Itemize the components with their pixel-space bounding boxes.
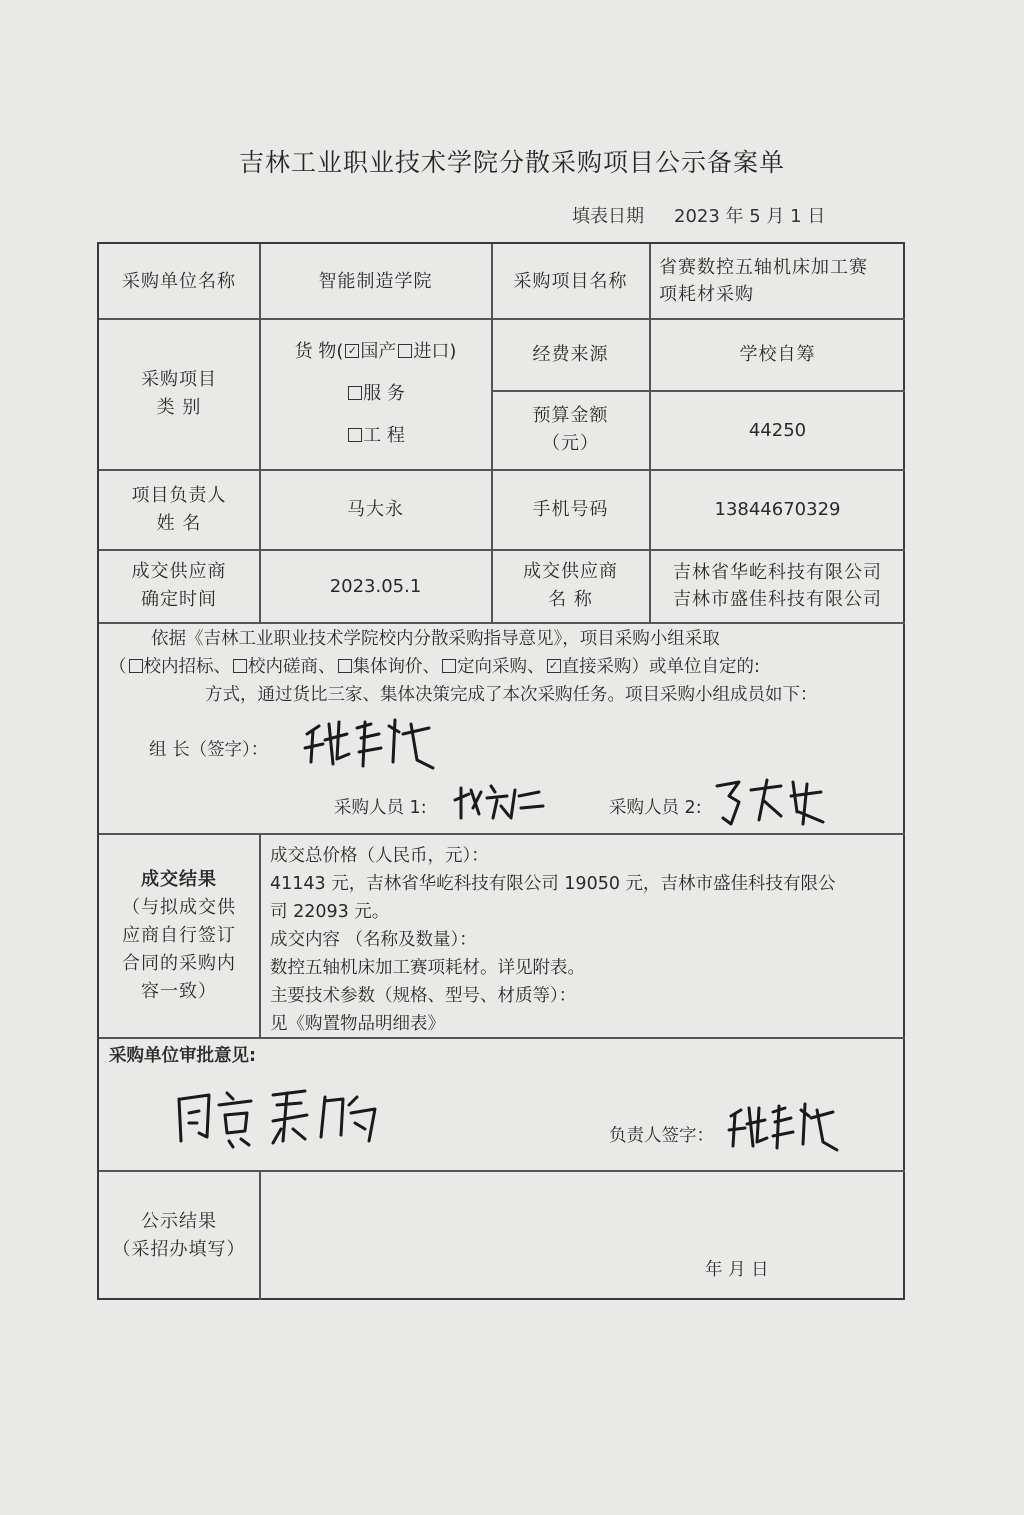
phone-label: 手机号码 — [532, 499, 609, 520]
engineering-checkbox[interactable] — [348, 428, 362, 442]
funding-value: 学校自筹 — [739, 344, 816, 365]
result-line: 司 22093 元。 — [270, 902, 390, 922]
goods-option: 货 物( ✓ 国产 进口) — [294, 341, 457, 362]
supplier-time-value: 2023.05.1 — [329, 575, 422, 597]
buyer1-signature — [449, 778, 549, 824]
result-line: 成交内容 （名称及数量）： — [270, 930, 477, 950]
publicity-label: 公示结果 （采招办填写） — [112, 1210, 246, 1260]
method-checkbox-4[interactable] — [442, 659, 456, 673]
result-line: 41143 元，吉林省华屹科技有限公司 19050 元，吉林市盛佳科技有限公 — [270, 874, 836, 894]
unit-name-label: 采购单位名称 — [122, 270, 236, 292]
basis-line-3: 方式，通过货比三家、集体决策完成了本次采购任务。项目采购小组成员如下： — [205, 685, 818, 705]
result-details — [270, 842, 900, 1038]
engineering-option: 工 程 — [346, 415, 405, 457]
approver-signature — [725, 1096, 845, 1158]
result-label: 成交结果 （与拟成交供 应商自行签订 合同的采购内 容一致） — [122, 868, 236, 1002]
service-option: 服 务 — [346, 373, 405, 415]
budget-label: 预算金额 （元） — [532, 405, 609, 454]
result-line: 数控五轴机床加工赛项耗材。详见附表。 — [270, 958, 585, 978]
buyer1-label: 采购人员 1: — [334, 798, 427, 818]
category-label: 采购项目 类 别 — [141, 369, 217, 418]
result-line: 主要技术参数（规格、型号、材质等）： — [270, 986, 577, 1006]
fill-date — [572, 202, 825, 228]
basis-line-1: 依据《吉林工业职业技术学院校内分散采购指导意见》，项目采购小组采取 — [151, 629, 720, 649]
approval-label: 采购单位审批意见: — [109, 1046, 256, 1066]
unit-name-value: 智能制造学院 — [318, 270, 433, 292]
fill-date-value: 2023 年 5 月 1 日 — [674, 206, 826, 227]
result-line: 见《购置物品明细表》 — [270, 1014, 445, 1034]
buyer2-signature — [711, 772, 831, 832]
basis-line-2: （ 校内招标、 校内磋商、 集体询价、 定向采购、 ✓ 直接采购）或单位自定的: — [109, 657, 760, 677]
supplier-name-label: 成交供应商 名 称 — [523, 561, 618, 610]
method-checkbox-2[interactable] — [233, 659, 247, 673]
manager-value: 马大永 — [347, 499, 404, 520]
fill-date-label: 填表日期 — [572, 206, 644, 227]
supplier-name-value: 吉林省华屹科技有限公司 吉林市盛佳科技有限公司 — [673, 562, 882, 610]
funding-label: 经费来源 — [532, 344, 609, 365]
method-checkbox-5[interactable]: ✓ — [547, 659, 561, 673]
approver-sign-label: 负责人签字： — [609, 1126, 714, 1146]
result-line: 成交总价格（人民币，元）： — [270, 846, 489, 866]
project-name-label: 采购项目名称 — [513, 270, 628, 292]
leader-signature — [299, 704, 449, 774]
supplier-time-label: 成交供应商 确定时间 — [131, 561, 227, 610]
service-checkbox[interactable] — [348, 386, 362, 400]
budget-value: 44250 — [748, 419, 807, 441]
filing-form-table — [97, 242, 905, 1300]
category-options — [260, 319, 491, 469]
buyer2-label: 采购人员 2: — [609, 798, 702, 818]
phone-value: 13844670329 — [714, 499, 841, 520]
domestic-checkbox[interactable]: ✓ — [345, 344, 359, 358]
page-title: 吉林工业职业技术学院分散采购项目公示备案单 — [238, 148, 785, 177]
publicity-date: 年 月 日 — [705, 1260, 769, 1280]
method-checkbox-1[interactable] — [129, 659, 143, 673]
leader-sign-label: 组 长（签字）： — [149, 740, 269, 760]
manager-label: 项目负责人 姓 名 — [131, 484, 227, 534]
method-checkbox-3[interactable] — [338, 659, 352, 673]
import-checkbox[interactable] — [398, 344, 412, 358]
project-name-value: 省赛数控五轴机床加工赛 项耗材采购 — [659, 257, 868, 305]
approval-handwriting — [169, 1079, 389, 1154]
